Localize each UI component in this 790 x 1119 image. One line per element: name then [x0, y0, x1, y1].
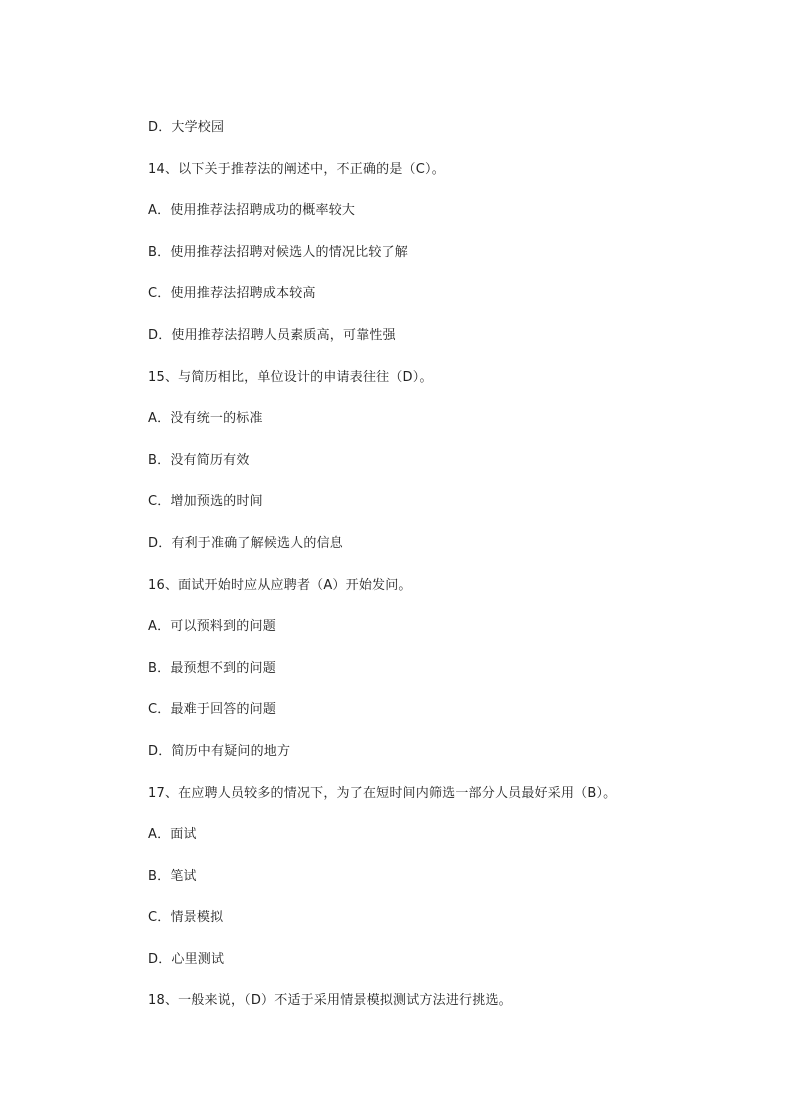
question-line: 17、在应聘人员较多的情况下，为了在短时间内筛选一部分人员最好采用（B）。 [148, 785, 617, 801]
option-line: D．有利于准确了解候选人的信息 [148, 535, 344, 551]
option-line: A．面试 [148, 827, 197, 843]
question-line: 16、面试开始时应从应聘者（A）开始发问。 [148, 577, 412, 593]
option-line: C．使用推荐法招聘成本较高 [148, 286, 316, 302]
option-line: B．使用推荐法招聘对候选人的情况比较了解 [148, 244, 408, 260]
question-line: 18、一般来说，（D）不适于采用情景模拟测试方法进行挑选。 [148, 993, 512, 1009]
option-line: D．简历中有疑问的地方 [148, 743, 291, 759]
option-line: D．使用推荐法招聘人员素质高，可靠性强 [148, 327, 396, 343]
option-line: B．笔试 [148, 868, 197, 884]
option-line: B．没有简历有效 [148, 452, 250, 468]
option-line: A．使用推荐法招聘成功的概率较大 [148, 203, 356, 219]
option-line: D．大学校园 [148, 120, 225, 135]
question-list [148, 118, 748, 1033]
question-line: 14、以下关于推荐法的阐述中，不正确的是（C）。 [148, 161, 445, 177]
option-line: C．增加预选的时间 [148, 494, 263, 510]
option-line: C．情景模拟 [148, 910, 224, 926]
option-line: A．没有统一的标准 [148, 411, 263, 427]
option-line: B．最预想不到的问题 [148, 660, 276, 676]
option-line: A．可以预料到的问题 [148, 619, 276, 635]
option-line: D．心里测试 [148, 951, 225, 967]
question-line: 15、与简历相比，单位设计的申请表往往（D）。 [148, 369, 433, 385]
option-line: C．最难于回答的问题 [148, 702, 277, 718]
